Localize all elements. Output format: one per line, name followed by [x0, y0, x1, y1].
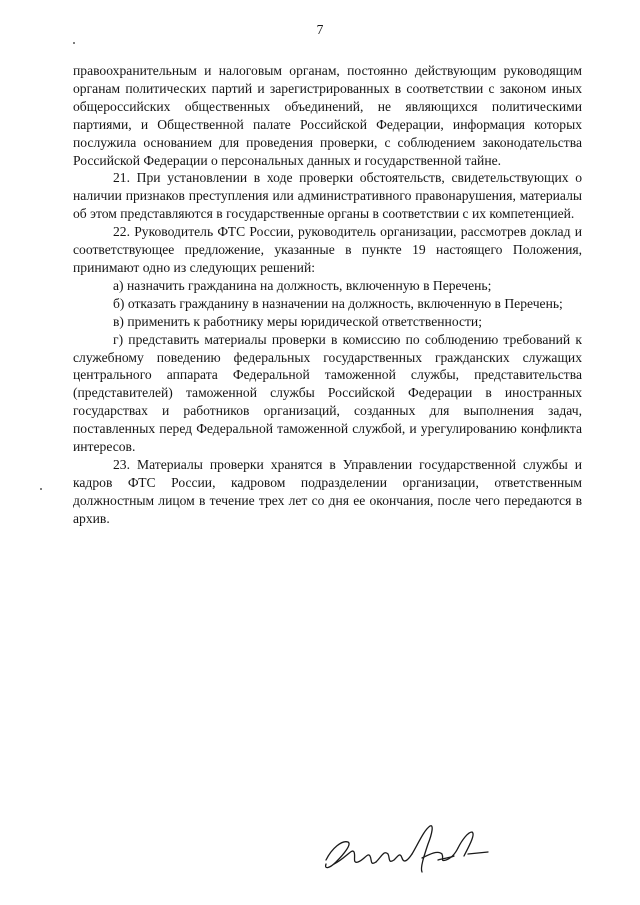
scan-speck [40, 488, 42, 490]
paragraph-23: 23. Материалы проверки хранятся в Управлении государственной службы и кадров ФТС России, кадровом подразделении организации, ответственным должностным лицом в течение трех лет со дня ее окончания, после чего передаются в архив. [73, 456, 582, 526]
item-v: в) применить к работнику меры юридической ответственности; [113, 313, 482, 329]
document-body [73, 62, 582, 528]
item-g: г) представить материалы проверки в комиссию по соблюдению требований к служебному поведению федеральных государственных гражданских служащих центрального аппарата Федеральной таможенной службы, представительства (представителей) таможенной службы Российской Федерации в иностранных государствах и работников организаций, созданных для выполнения задач, поставленных перед Федеральной таможенной службой, и урегулированию конфликта интересов. [73, 331, 582, 455]
paragraph-22: 22. Руководитель ФТС России, руководитель организации, рассмотрев доклад и соответствующее предложение, указанные в пункте 19 настоящего Положения, принимают одно из следующих решений: [73, 224, 582, 275]
paragraph-continuation: правоохранительным и налоговым органам, постоянно действующим руководящим органам политических партий и зарегистрированных в соответствии с законом иных общероссийских общественных объединений, не являющихся политическими партиями, и Общественной палате Российской Федерации, информация которых послужила основанием для проведения проверки, с соблюдением законодательства Российской Федерации о персональных данных и государственной тайне. [73, 63, 582, 168]
handwritten-signature [318, 818, 498, 878]
item-a: а) назначить гражданина на должность, включенную в Перечень; [113, 277, 492, 293]
scan-speck [73, 42, 75, 44]
item-b: б) отказать гражданину в назначении на должность, включенную в Перечень; [113, 295, 563, 311]
page-number: 7 [316, 22, 324, 37]
paragraph-21: 21. При установлении в ходе проверки обстоятельств, свидетельствующих о наличии признаков преступления или административного правонарушения, материалы об этом представляются в государственные органы в соответствии с их компетенцией. [73, 170, 582, 222]
